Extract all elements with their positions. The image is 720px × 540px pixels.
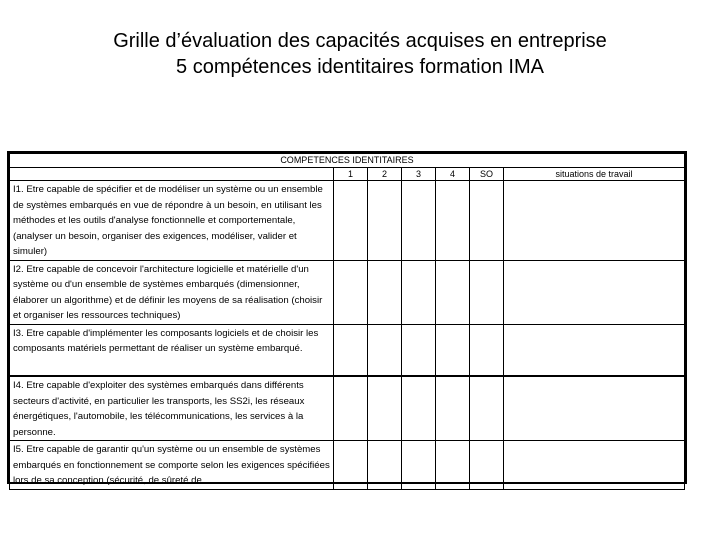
- table-row: [10, 260, 685, 324]
- situations-cell[interactable]: [504, 181, 685, 261]
- rating-cell[interactable]: [334, 324, 368, 376]
- competence-text: I2. Etre capable de concevoir l'architecture logicielle et matérielle d'un système ou d'un ensemble de systèmes embarqués (dimensionner, élaborer un algorithme) et de définir les moyens de sa réalisation (choisir et organiser les ressources techniques): [10, 260, 334, 324]
- situations-cell[interactable]: [504, 260, 685, 324]
- grid-header-row: [10, 154, 685, 168]
- competence-text: I5. Etre capable de garantir qu'un système ou un ensemble de systèmes embarqués en fonctionnement se comporte selon les exigences spécifiées lors de sa conception (sécurité, de sûreté de: [10, 441, 334, 490]
- situations-cell[interactable]: [504, 441, 685, 490]
- rating-cell[interactable]: [368, 181, 402, 261]
- rating-cell[interactable]: [334, 376, 368, 441]
- column-header-2: 2: [368, 168, 402, 181]
- table-row: [10, 181, 685, 261]
- grid-columns-row: [10, 168, 685, 181]
- competence-text: I1. Etre capable de spécifier et de modéliser un système ou un ensemble de systèmes embarqués en vue de répondre à un besoin, en utilisant les méthodes et les outils d'analyse fonctionnelle et comportementale, (analyser un besoin, organiser des exigences, modéliser, valider et simuler): [10, 181, 334, 261]
- competence-text: I3. Etre capable d'implémenter les composants logiciels et de choisir les composants matériels permettant de réaliser un système embarqué.: [10, 324, 334, 376]
- situations-cell[interactable]: [504, 324, 685, 376]
- page-title: [0, 28, 720, 80]
- title-line-1: Grille d’évaluation des capacités acquises en entreprise: [113, 30, 607, 52]
- column-header-4: 4: [436, 168, 470, 181]
- rating-cell[interactable]: [334, 181, 368, 261]
- evaluation-grid: [7, 151, 687, 484]
- table-row: [10, 441, 685, 490]
- grid-header: COMPETENCES IDENTITAIRES: [10, 154, 685, 168]
- rating-cell[interactable]: [334, 441, 368, 490]
- rating-cell[interactable]: [334, 260, 368, 324]
- column-header-situations: situations de travail: [504, 168, 685, 181]
- rating-cell[interactable]: [368, 324, 402, 376]
- rating-cell[interactable]: [368, 441, 402, 490]
- column-header-1: 1: [334, 168, 368, 181]
- situations-cell[interactable]: [504, 376, 685, 441]
- rating-cell[interactable]: [368, 260, 402, 324]
- column-header-so: SO: [470, 168, 504, 181]
- rating-cell[interactable]: [402, 441, 436, 490]
- rating-cell[interactable]: [402, 260, 436, 324]
- rating-cell[interactable]: [470, 181, 504, 261]
- rating-cell[interactable]: [368, 376, 402, 441]
- rating-cell[interactable]: [436, 181, 470, 261]
- rating-cell[interactable]: [436, 441, 470, 490]
- rating-cell[interactable]: [470, 441, 504, 490]
- table-row: [10, 376, 685, 441]
- rating-cell[interactable]: [436, 324, 470, 376]
- rating-cell[interactable]: [402, 324, 436, 376]
- rating-cell[interactable]: [470, 260, 504, 324]
- rating-cell[interactable]: [436, 376, 470, 441]
- column-header-blank: [10, 168, 334, 181]
- competence-text: I4. Etre capable d'exploiter des systèmes embarqués dans différents secteurs d'activité, en particulier les transports, les SS2i, les réseaux énergétiques, l'automobile, les télécommunications, les services à la personne.: [10, 376, 334, 441]
- rating-cell[interactable]: [436, 260, 470, 324]
- rating-cell[interactable]: [402, 376, 436, 441]
- evaluation-table: [9, 153, 685, 490]
- rating-cell[interactable]: [470, 376, 504, 441]
- rating-cell[interactable]: [470, 324, 504, 376]
- rating-cell[interactable]: [402, 181, 436, 261]
- title-line-2: 5 compétences identitaires formation IMA: [176, 56, 544, 78]
- table-row: [10, 324, 685, 376]
- column-header-3: 3: [402, 168, 436, 181]
